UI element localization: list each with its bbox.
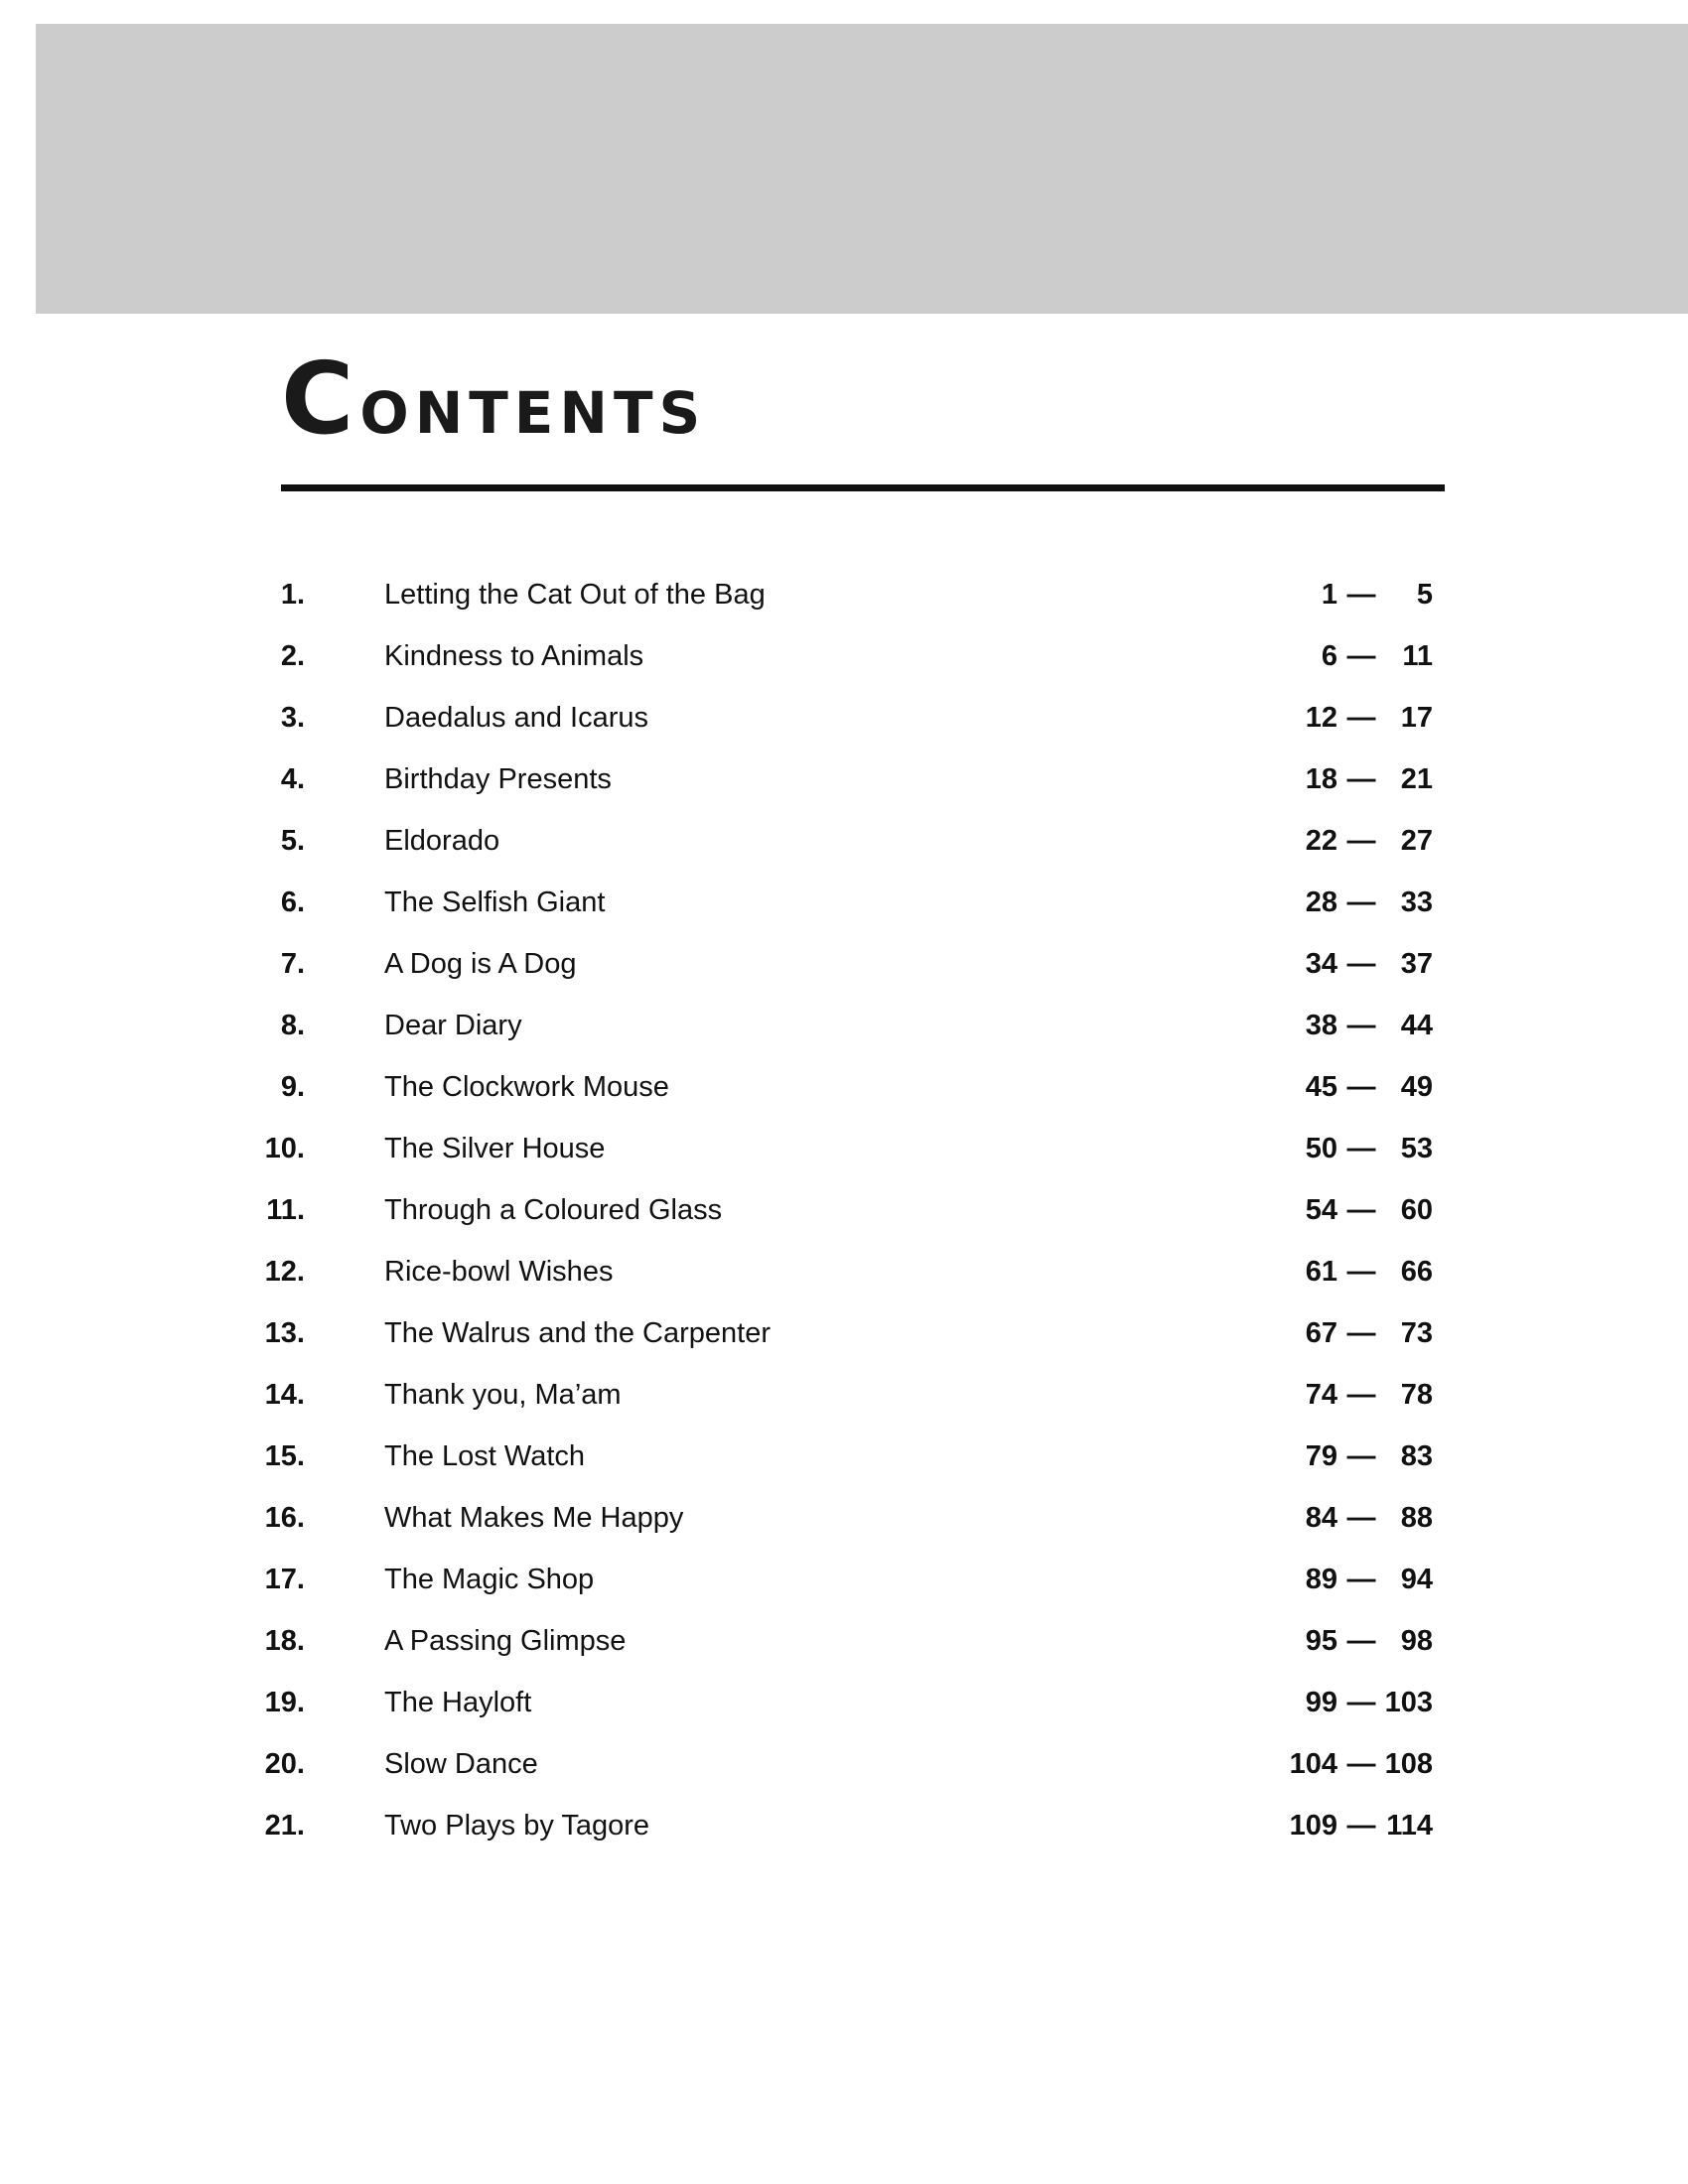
toc-entry-dash: — (1346, 887, 1376, 918)
toc-entry-end-page: 5 (1416, 579, 1433, 611)
toc-entry (264, 1795, 1433, 1856)
toc-entry-end-page: 17 (1400, 702, 1433, 734)
toc-entry-start-page: 45 (1305, 1071, 1337, 1103)
toc-entry (281, 749, 1433, 810)
page-title-initial: C (281, 341, 360, 457)
toc-entry-number: 1. (280, 579, 305, 611)
toc-entry-start-page: 67 (1305, 1317, 1337, 1349)
toc-entry-end-page: 108 (1384, 1748, 1433, 1780)
toc-entry-end-page: 53 (1400, 1133, 1433, 1164)
toc-entry-end-page: 11 (1402, 640, 1433, 672)
toc-entry-title: Rice-bowl Wishes (384, 1256, 614, 1288)
toc-entry-end-page: 27 (1400, 825, 1433, 857)
toc-entry-start-page: 22 (1305, 825, 1337, 857)
toc-entry (266, 1179, 1433, 1241)
toc-entry-number: 6. (280, 887, 305, 918)
toc-entry-number: 11. (266, 1194, 305, 1226)
toc-entry (281, 564, 1433, 625)
toc-entry (281, 872, 1433, 933)
toc-entry-number: 19. (264, 1687, 305, 1718)
toc-entry-end-page: 49 (1400, 1071, 1433, 1103)
toc-entry-start-page: 38 (1305, 1010, 1337, 1041)
toc-entry-title: Eldorado (384, 825, 500, 857)
toc-entry-dash: — (1346, 1010, 1376, 1041)
toc-entry-start-page: 12 (1305, 702, 1337, 734)
toc-entry-end-page: 21 (1400, 763, 1433, 795)
toc-entry (264, 1426, 1433, 1487)
toc-entry-title: Dear Diary (384, 1010, 522, 1041)
toc-entry-title: Thank you, Ma’am (384, 1379, 622, 1411)
toc-entry-dash: — (1346, 1071, 1376, 1103)
toc-entry-dash: — (1346, 1256, 1376, 1288)
toc-entry-title: Birthday Presents (384, 763, 612, 795)
toc-entry-dash: — (1346, 1317, 1376, 1349)
toc-entry-dash: — (1346, 702, 1376, 734)
toc-entry-number: 4. (280, 763, 305, 795)
toc-entry-dash: — (1346, 763, 1376, 795)
toc-entry-dash: — (1346, 1194, 1376, 1226)
toc-entry-number: 16. (264, 1502, 305, 1534)
toc-entry-title: What Makes Me Happy (384, 1502, 684, 1534)
toc-entry-number: 18. (264, 1625, 305, 1657)
toc-entry (264, 1672, 1433, 1733)
toc-entry-title: Letting the Cat Out of the Bag (384, 579, 766, 611)
toc-entry (281, 625, 1433, 687)
toc-entry (264, 1487, 1433, 1549)
toc-entry-end-page: 66 (1400, 1256, 1433, 1288)
toc-entry-title: A Dog is A Dog (384, 948, 577, 980)
toc-entry-end-page: 83 (1400, 1440, 1433, 1472)
toc-entry-end-page: 60 (1400, 1194, 1433, 1226)
toc-entry-end-page: 37 (1400, 948, 1433, 980)
header-band (36, 24, 1688, 314)
title-divider (281, 484, 1445, 491)
toc-entry-title: Two Plays by Tagore (384, 1810, 650, 1842)
toc-entry (281, 933, 1433, 995)
toc-entry-start-page: 50 (1305, 1133, 1337, 1164)
page-title-rest: ONTENTS (359, 379, 707, 447)
toc-entry (264, 1118, 1433, 1179)
toc-entry-end-page: 78 (1400, 1379, 1433, 1411)
toc-entry-number: 15. (264, 1440, 305, 1472)
toc-entry-dash: — (1346, 1440, 1376, 1472)
toc-entry-number: 8. (280, 1010, 305, 1041)
toc-entry (264, 1241, 1433, 1302)
toc-entry-end-page: 103 (1384, 1687, 1433, 1718)
toc-entry-dash: — (1346, 1133, 1376, 1164)
toc-entry-title: The Silver House (384, 1133, 606, 1164)
toc-entry-number: 13. (264, 1317, 305, 1349)
toc-entry-start-page: 18 (1305, 763, 1337, 795)
toc-entry (281, 995, 1433, 1056)
toc-entry-start-page: 54 (1305, 1194, 1337, 1226)
toc-entry-number: 2. (280, 640, 305, 672)
page-title (281, 341, 707, 457)
toc-entry-number: 9. (280, 1071, 305, 1103)
toc-entry-start-page: 104 (1289, 1748, 1337, 1780)
toc-entry-number: 10. (264, 1133, 305, 1164)
toc-entry (281, 1056, 1433, 1118)
toc-entry-number: 7. (280, 948, 305, 980)
toc-entry-start-page: 84 (1305, 1502, 1337, 1534)
toc-entry-dash: — (1346, 579, 1376, 611)
toc-entry-dash: — (1346, 825, 1376, 857)
toc-entry-title: The Selfish Giant (384, 887, 606, 918)
toc-entry-start-page: 95 (1305, 1625, 1337, 1657)
toc-entry-start-page: 34 (1305, 948, 1337, 980)
toc-entry-title: Slow Dance (384, 1748, 538, 1780)
toc-entry (264, 1364, 1433, 1426)
toc-entry-end-page: 73 (1400, 1317, 1433, 1349)
toc-entry-start-page: 99 (1305, 1687, 1337, 1718)
toc-entry-title: A Passing Glimpse (384, 1625, 627, 1657)
toc-entry-start-page: 79 (1305, 1440, 1337, 1472)
toc-entry (264, 1549, 1433, 1610)
toc-entry-number: 5. (280, 825, 305, 857)
toc-entry-dash: — (1346, 1687, 1376, 1718)
toc-entry-dash: — (1346, 948, 1376, 980)
toc-entry-start-page: 6 (1321, 640, 1337, 672)
toc-entry-dash: — (1346, 1625, 1376, 1657)
toc-entry-title: The Magic Shop (384, 1564, 595, 1595)
toc-entry-end-page: 33 (1400, 887, 1433, 918)
toc-entry-start-page: 74 (1305, 1379, 1337, 1411)
toc-entry-dash: — (1346, 1748, 1376, 1780)
toc-entry-number: 14. (264, 1379, 305, 1411)
toc-entry-dash: — (1346, 1379, 1376, 1411)
toc-entry-title: The Hayloft (384, 1687, 532, 1718)
toc-entry (264, 1302, 1433, 1364)
toc-entry (281, 810, 1433, 872)
toc-entry-end-page: 98 (1400, 1625, 1433, 1657)
toc-entry-title: Daedalus and Icarus (384, 702, 648, 734)
toc-entry-title: The Walrus and the Carpenter (384, 1317, 772, 1349)
toc-entry-number: 17. (264, 1564, 305, 1595)
toc-entry-start-page: 89 (1305, 1564, 1337, 1595)
toc-entry-title: Kindness to Animals (384, 640, 644, 672)
toc-entry-dash: — (1346, 1810, 1376, 1842)
toc-entry-number: 20. (264, 1748, 305, 1780)
toc-entry-end-page: 44 (1400, 1010, 1433, 1041)
toc-entry (281, 687, 1433, 749)
toc-entry-dash: — (1346, 640, 1376, 672)
toc-entry-title: The Clockwork Mouse (384, 1071, 669, 1103)
table-of-contents (264, 564, 1433, 1856)
toc-entry-start-page: 109 (1289, 1810, 1337, 1842)
toc-entry-number: 21. (264, 1810, 305, 1842)
toc-entry-end-page: 114 (1386, 1810, 1433, 1842)
toc-entry-number: 3. (280, 702, 305, 734)
toc-entry-start-page: 61 (1305, 1256, 1337, 1288)
toc-entry-end-page: 88 (1400, 1502, 1433, 1534)
toc-entry-start-page: 28 (1305, 887, 1337, 918)
toc-entry-title: The Lost Watch (384, 1440, 586, 1472)
toc-entry-number: 12. (264, 1256, 305, 1288)
toc-entry (264, 1610, 1433, 1672)
toc-entry-end-page: 94 (1400, 1564, 1433, 1595)
toc-entry-start-page: 1 (1321, 579, 1337, 611)
toc-entry-dash: — (1346, 1564, 1376, 1595)
toc-entry (264, 1733, 1433, 1795)
toc-entry-dash: — (1346, 1502, 1376, 1534)
toc-entry-title: Through a Coloured Glass (384, 1194, 723, 1226)
